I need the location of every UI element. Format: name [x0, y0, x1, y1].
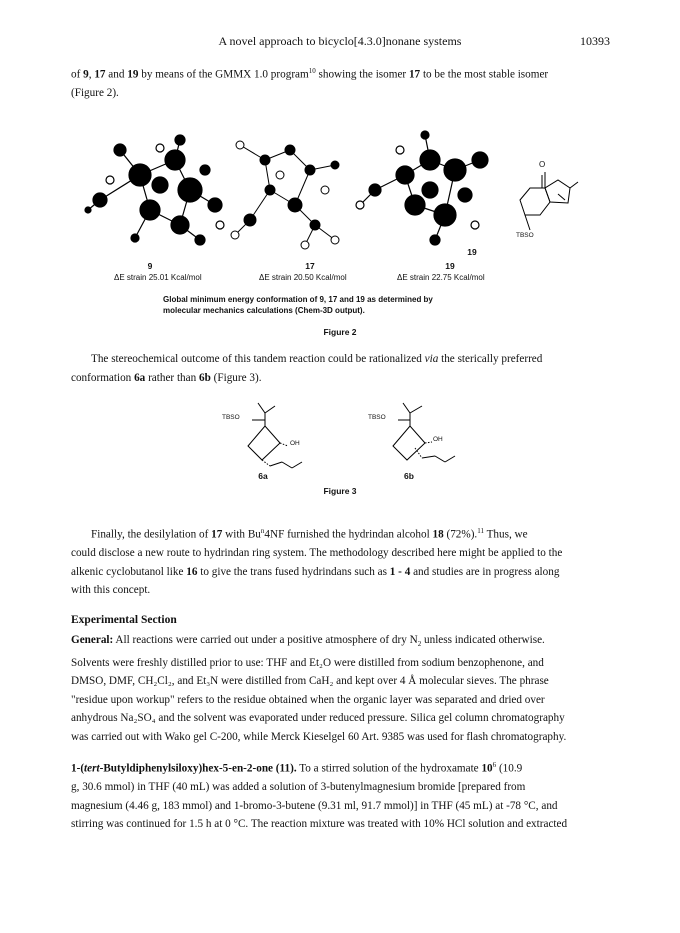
intro-paragraph — [71, 62, 616, 103]
label-6a: 6a — [258, 471, 268, 481]
label-19: 19 — [445, 261, 455, 271]
page-number: 10393 — [580, 34, 610, 48]
figure-3-svg — [210, 398, 490, 478]
compound-11-procedure: 1-(tert-Butyldiphenylsiloxy)hex-5-en-2-one (11). To a stirred solution of the hydroxamate $10^6$ (10.9 g, 30.6 mmol) in THF (40 mL) was added a solution of 3-butenylmagnesium bromide [prepared from magnesium (4.46 g, 183 mmol) and 1-bromo-3-butene (9.31 ml, 91.7 mmol)] in THF (45 mL) at -78 °C, and stirring was continued for 1.5 h at 0 °C. The reaction mixture was treated with 10% HCl solution and extracted — [71, 761, 568, 831]
strain-17: ΔE strain 20.50 Kcal/mol — [259, 273, 347, 282]
structure-19-drawing — [520, 172, 578, 230]
figure-2-title: Figure 2 — [323, 327, 357, 337]
label-6b: 6b — [404, 471, 414, 481]
figure-2-caption: Global minimum energy conformation of 9, 17 and 19 as determined by molecular mechanics calculations (Chem-3D output). — [163, 295, 433, 315]
figure-2-graphics — [80, 130, 580, 260]
intro-line-1: of 9, 17 and 19 by means of the GMMX 1.0 program$^{10}$ showing the isomer 17 to be the most stable isomer — [71, 67, 549, 81]
structure-6a — [248, 403, 302, 468]
structure-19-tbso: TBSO — [516, 232, 534, 239]
intro-line-2: (Figure 2). — [71, 87, 119, 100]
molecular-models-svg — [80, 130, 580, 260]
label-17: 17 — [305, 261, 315, 271]
experimental-heading: Experimental Section — [71, 614, 177, 626]
figure-3-title: Figure 3 — [323, 486, 357, 496]
oh-6a: OH — [290, 440, 300, 447]
running-header: A novel approach to bicyclo[4.3.0]nonane systems — [218, 34, 462, 48]
structure-19-label: 19 — [467, 247, 477, 257]
tbso-6b: TBSO — [368, 414, 386, 421]
paragraph-desilylation: Finally, the desilylation of 17 with Bu$^n$4NF furnished the hydrindan alcohol 18 (72%).$^{11}$ Thus, we could disclose a new route to hydrindan ring system. The methodology described here might be applied to the alkenic cyclobutanol like 16 to give the trans fused hydrindans such as 1 - 4 and studies are in progress along with this concept. — [71, 527, 563, 597]
experimental-general: General: All reactions were carried out under a positive atmosphere of dry $N_2$ unless indicated otherwise. Solvents were freshly distilled prior to use: THF and Et₂O were distilled from sodium benzophenone, and DMSO, DMF, CH₂Cl₂, and Et₃N were distilled from CaH₂ and kept over 4 Å molecular sieves. The phrase "residue upon workup" refers to the residue obtained when the organic layer was separated and dried over anhydrous Na₂SO₄ and the solvent was evaporated under reduced pressure. Silica gel column chromatography was carried out with Wako gel C-200, while Merck Kieselgel 60 Art. 9385 was used for flash chromatography. — [71, 634, 567, 743]
conformer-17-model — [231, 141, 339, 249]
tbso-6a: TBSO — [222, 414, 240, 421]
figure-3-graphics — [210, 398, 490, 478]
ref-10: 10 — [308, 67, 316, 75]
label-9: 9 — [147, 261, 153, 271]
strain-9: ΔE strain 25.01 Kcal/mol — [114, 273, 202, 282]
paragraph-stereochemistry: The stereochemical outcome of this tandem reaction could be rationalized via the sterically preferred conformation 6a rather than 6b (Figure 3). — [71, 353, 543, 384]
oh-6b: OH — [433, 436, 443, 443]
conformer-9-model — [85, 135, 224, 245]
conformer-19-model — [356, 131, 488, 245]
strain-19: ΔE strain 22.75 Kcal/mol — [397, 273, 485, 282]
structure-19-oxygen: O — [539, 160, 546, 169]
structure-6b — [393, 403, 455, 462]
